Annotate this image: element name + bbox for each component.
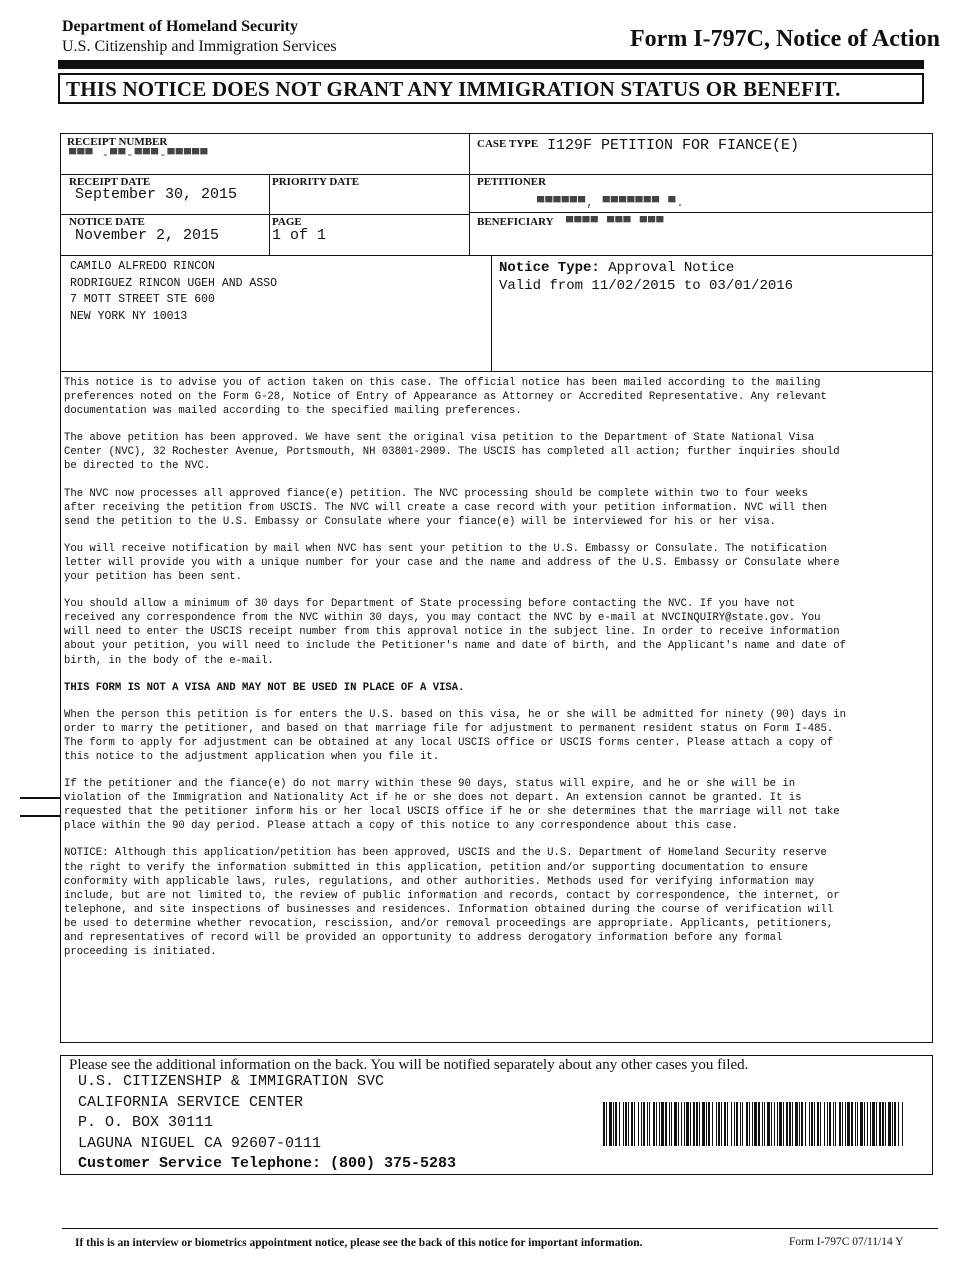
body-paragraph: This notice is to advise you of action taken on this case. The official notice has been mailed according to the mailing preferences noted on the Form G-28, Notice of Entry of Appearance as Attorney or Accredited Representative. Any relevant documentation was mailed according to the specified mailing preferences. [64, 377, 827, 418]
body-paragraph: If the petitioner and the fiance(e) do not marry within these 90 days, status will expire, and he or she will be in violation of the Immigration and Nationality Act if he or she does not depart. An extension cannot be granted. It is requested that the petitioner inform his or her local USCIS office if he or she determines that the marriage will not take place within the 90 day period. Please attach a copy of this notice to any correspondence about this case. [64, 778, 840, 833]
notice-type-block [499, 259, 793, 295]
form-title: Form I-797C, Notice of Action [630, 26, 940, 52]
notice-date-label: NOTICE DATE [69, 216, 145, 228]
notice-body [64, 376, 924, 972]
case-type-value: I129F PETITION FOR FIANCE(E) [547, 137, 800, 154]
margin-mark [20, 797, 60, 799]
row-divider [61, 371, 932, 372]
address-line: CAMILO ALFREDO RINCON [70, 260, 215, 273]
visa-warning: THIS FORM IS NOT A VISA AND MAY NOT BE USED IN PLACE OF A VISA. [64, 681, 465, 694]
service-address-line: LAGUNA NIGUEL CA 92607-0111 [78, 1134, 322, 1152]
customer-service-phone: Customer Service Telephone: (800) 375-5283 [78, 1155, 457, 1172]
column-divider [469, 134, 470, 255]
page-value: 1 of 1 [272, 227, 327, 244]
receipt-number-value: ▀▀▀ -▀▀-▀▀▀-▀▀▀▀▀ [69, 148, 209, 162]
address-line: RODRIGUEZ RINCON UGEH AND ASSO [70, 276, 278, 290]
body-paragraph: The NVC now processes all approved fiance(e) petition. The NVC processing should be complete within two to four weeks after receiving the petition from USCIS. The NVC will create a case record with your petition information. NVC will then send the petition to the U.S. Embassy or Consulate where your fiance(e) will be interviewed for his or her visa. [64, 487, 827, 528]
service-address-line: U.S. CITIZENSHIP & IMMIGRATION SVC [78, 1073, 385, 1090]
status-banner [58, 73, 924, 104]
notice-type-value: Approval Notice [608, 260, 735, 276]
receipt-number-label: RECEIPT NUMBER [67, 136, 168, 148]
body-paragraph: The above petition has been approved. We have sent the original visa petition to the Department of State National Visa Center (NVC), 32 Rochester Avenue, Portsmouth, NH 03801-2909. The USCIS has completed all action; further inquiries should be directed to the NVC. [64, 432, 840, 473]
row-divider [61, 255, 932, 256]
notice-date-value: November 2, 2015 [75, 227, 220, 244]
address-line: NEW YORK NY 10013 [70, 309, 188, 323]
beneficiary-label: BENEFICIARY [477, 216, 554, 228]
page-label: PAGE [272, 216, 302, 228]
beneficiary-value: ▀▀▀▀ ▀▀▀ ▀▀▀ [566, 216, 665, 230]
priority-date-label: PRIORITY DATE [272, 176, 360, 188]
row-divider [61, 214, 469, 215]
address-line: 7 MOTT STREET STE 600 [70, 293, 215, 306]
petitioner-label: PETITIONER [477, 176, 547, 188]
footer-rule [62, 1228, 938, 1229]
notice-type-label: Notice Type: [499, 260, 600, 276]
receipt-date-label: RECEIPT DATE [69, 176, 151, 188]
agency-subname: U.S. Citizenship and Immigration Services [62, 38, 337, 55]
petitioner-value: ▀▀▀▀▀▀, ▀▀▀▀▀▀▀ ▀. [537, 196, 685, 210]
validity-period: Valid from 11/02/2015 to 03/01/2016 [499, 278, 794, 294]
body-paragraph: NOTICE: Although this application/petition has been approved, USCIS and the U.S. Department of Homeland Security reserve the right to verify the information submitted in this application, petition and/or supporting documentation to ensure conformity with applicable laws, rules, regulations, and other authorities. Methods used for verifying information may include, but are not limited to, the review of public information and records, contact by correspondence, the internet, or telephone, and site inspections of businesses and residences. Information obtained during the course of verification will be used to determine whether revocation, rescission, and/or removal proceedings are appropriate. Applicants, petitioners, and representatives of record will be provided an opportunity to address derogatory information before any formal proceeding is initiated. [64, 847, 840, 959]
service-address-line: P. O. BOX 30111 [78, 1114, 214, 1131]
banner-text: THIS NOTICE DOES NOT GRANT ANY IMMIGRATION STATUS OR BENEFIT. [66, 77, 841, 101]
column-divider [491, 255, 492, 371]
body-paragraph: You will receive notification by mail when NVC has sent your petition to the U.S. Embassy or Consulate. The notification letter will provide you with a unique number for your case and the name and address of the U.S. Embassy or Consulate where your petition has been sent. [64, 542, 840, 584]
additional-info-text: Please see the additional information on the back. You will be notified separately about any other cases you filed. [69, 1057, 749, 1073]
service-center-address [78, 1072, 456, 1175]
barcode [603, 1102, 906, 1146]
margin-mark [20, 815, 60, 817]
row-divider [469, 212, 932, 213]
service-address-line: CALIFORNIA SERVICE CENTER [78, 1093, 304, 1111]
body-paragraph: You should allow a minimum of 30 days for Department of State processing before contacting the NVC. If you have not received any correspondence from the NVC within 30 days, you may contact the NVC by e-mail at NVCINQUIRY@state.gov. You will need to enter the USCIS receipt number from this approval notice in the subject line. In order to receive information about your petition, you will need to include the Petitioner's name and date of birth, and the Applicant's name and date of birth, in the body of the e-mail. [64, 598, 846, 667]
barcode-bar [902, 1102, 903, 1146]
row-divider [61, 174, 932, 175]
form-edition: Form I-797C 07/11/14 Y [789, 1236, 904, 1248]
header-rule [58, 60, 924, 69]
body-paragraph: When the person this petition is for enters the U.S. based on this visa, he or she will be admitted for ninety (90) days in order to marry the petitioner, and based on that marriage file for adjustment to permanent resident status on Form I-485. The form to apply for adjustment can be obtained at any local USCIS office or USCIS forms center. Please attach a copy of this notice to the adjustment application when you file it. [64, 708, 846, 763]
receipt-date-value: September 30, 2015 [75, 186, 238, 203]
agency-name: Department of Homeland Security [62, 18, 298, 35]
footer-note: If this is an interview or biometrics appointment notice, please see the back of this notice for important information. [75, 1237, 643, 1249]
mailing-address [70, 259, 277, 325]
case-type-label: CASE TYPE [477, 138, 539, 150]
